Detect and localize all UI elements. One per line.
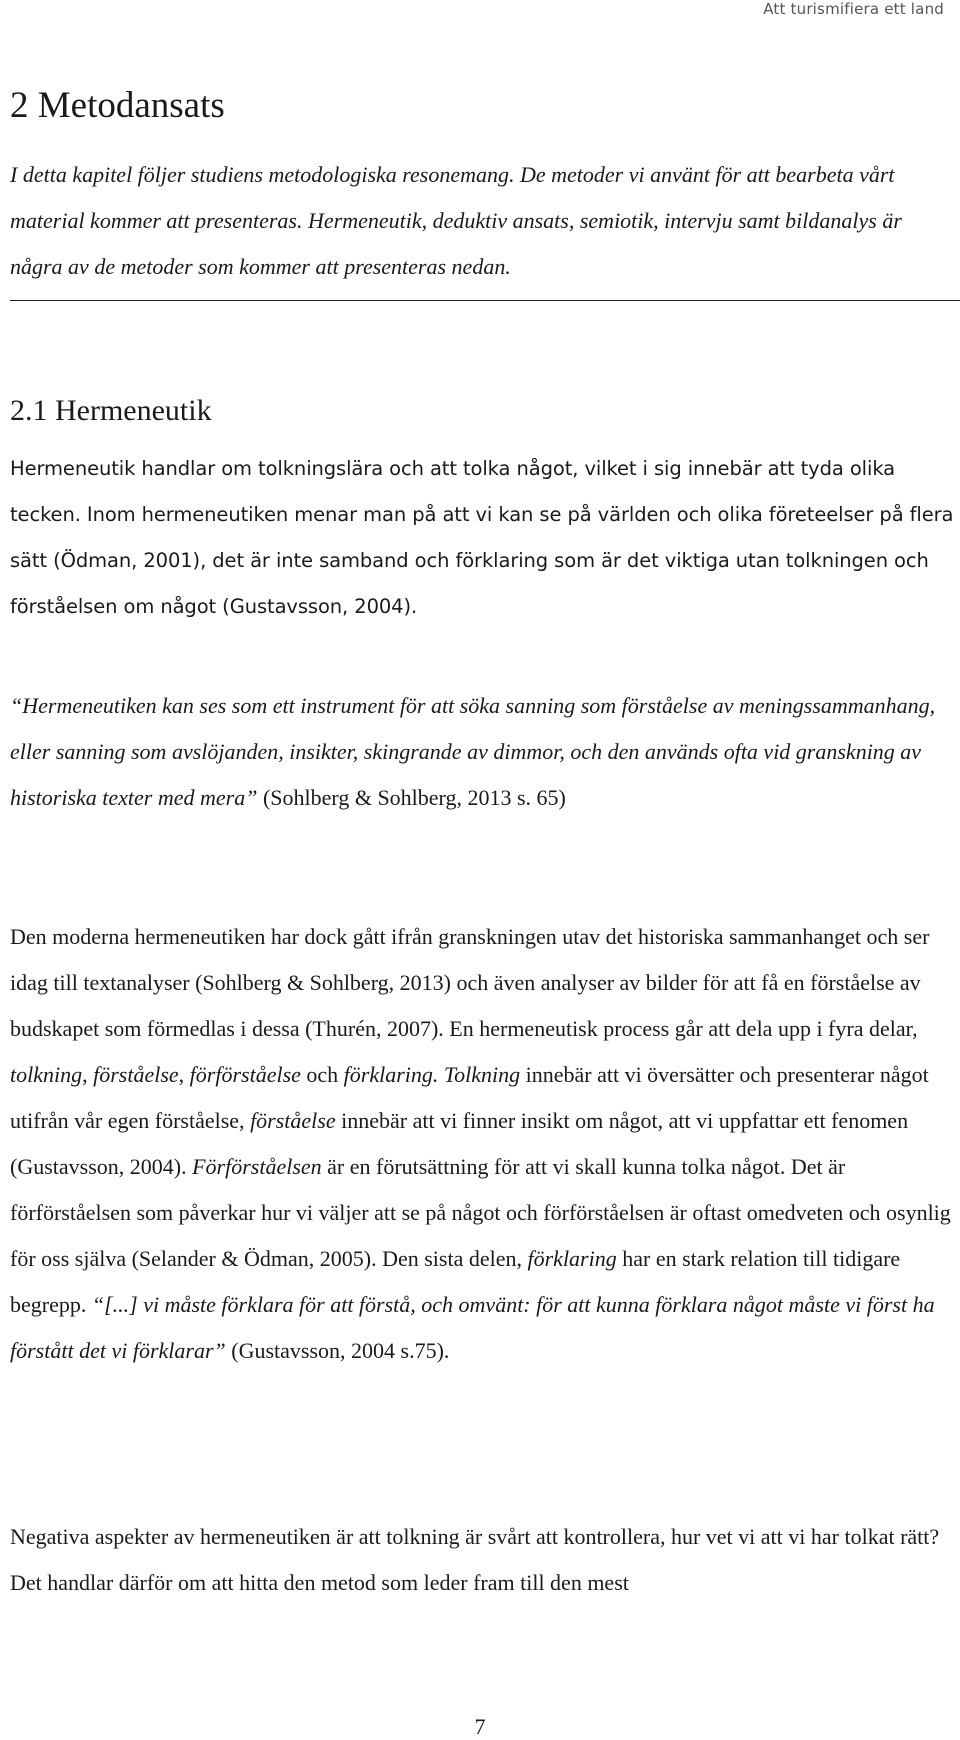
text-run: är en förutsättning för att vi skall kunna tolka något. Det är förförståelsen som påverkar hur vi väljer att se på något och förförståelsen är oftast omedveten och osynlig för oss själva (Selander & Ödman, 2005). Den sista delen, [10, 1154, 951, 1271]
chapter-title: 2 Metodansats [10, 85, 225, 126]
paragraph-modern-hermeneutics [10, 914, 955, 1374]
text-run: , [178, 1062, 190, 1087]
quote-text: “Hermeneutiken kan ses som ett instrument för att söka sanning som förståelse av meningssammanhang, eller sanning som avslöjanden, insikter, skingrande av dimmor, och den används ofta vid granskning av historiska texter med mera” [10, 693, 936, 810]
section-title: 2.1 Hermeneutik [10, 394, 212, 427]
running-header: Att turismifiera ett land [763, 0, 944, 18]
block-quote [10, 683, 955, 821]
term-forklaring-2: förklaring [527, 1246, 617, 1271]
text-run: Den moderna hermeneutiken har dock gått ifrån granskningen utav det historiska sammanhanget och ser idag till textanalyser (Sohlberg & Sohlberg, 2013) och även analyser av bilder för att få en förståelse av budskapet som förmedlas i dessa (Thurén, 2007). En hermeneutisk process går att dela upp i fyra delar, [10, 924, 930, 1041]
term-forstaelse-2: förståelse [250, 1108, 336, 1133]
page-number: 7 [474, 1714, 486, 1739]
term-forstaelse: förståelse [93, 1062, 179, 1087]
term-tolkning: tolkning [10, 1062, 83, 1087]
chapter-intro: I detta kapitel följer studiens metodologiska resonemang. De metoder vi använt för att bearbeta vårt material kommer att presenteras. Hermeneutik, deduktiv ansats, semiotik, intervju samt bildanalys är några av de metoder som kommer att presenteras nedan. [10, 162, 902, 279]
quote-citation: (Sohlberg & Sohlberg, 2013 s. 65) [257, 785, 566, 810]
text-run: innebär att vi finner insikt om något, att vi uppfattar ett fenomen (Gustavsson, 2004). [10, 1108, 909, 1179]
text-run: har en stark relation till tidigare begrepp. [10, 1246, 901, 1317]
text-run: , [82, 1062, 94, 1087]
paragraph-intro: Hermeneutik handlar om tolkningslära och att tolka något, vilket i sig innebär att tyda olika tecken. Inom hermeneutiken menar man på att vi kan se på världen och olika företeelser på flera sätt (Ödman, 2001), det är inte samband och förklaring som är det viktiga utan tolkningen och förståelsen om något (Gustavsson, 2004). [10, 457, 954, 618]
term-forforstaelse: förförståelse [189, 1062, 301, 1087]
text-run: innebär att vi översätter och presenterar något utifrån vår egen förståelse, [10, 1062, 929, 1133]
section-divider [10, 300, 960, 301]
term-forklaring: förklaring. Tolkning [343, 1062, 521, 1087]
term-forforstaelsen: Förförståelsen [192, 1154, 322, 1179]
inline-citation: (Gustavsson, 2004 s.75). [225, 1338, 450, 1363]
text-run: och [300, 1062, 344, 1087]
paragraph-negative-aspects: Negativa aspekter av hermeneutiken är att tolkning är svårt att kontrollera, hur vet vi att vi har tolkat rätt? Det handlar därför om att hitta den metod som leder fram till den mest [10, 1524, 940, 1595]
inline-quote: “[...] vi måste förklara för att förstå, och omvänt: för att kunna förklara något måste vi först ha förstått det vi förklarar” [10, 1292, 935, 1363]
